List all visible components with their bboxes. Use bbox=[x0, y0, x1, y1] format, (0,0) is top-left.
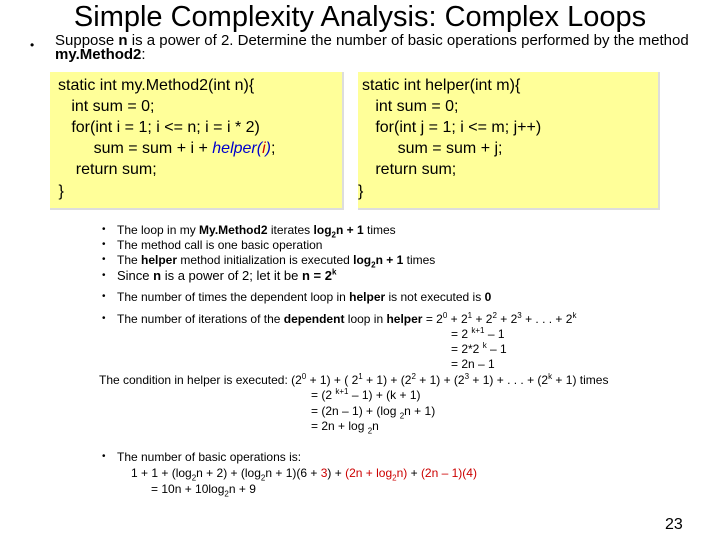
equation-line: = 2 $^{k+1}$ – 1 bbox=[451, 326, 505, 341]
code-line: static int my.Method2(int n){ bbox=[58, 77, 255, 94]
equation-line: = (2 $^{k+1}$ – 1) + (k + 1) bbox=[311, 387, 421, 402]
code-line: sum = sum + i + helper(i); bbox=[58, 140, 276, 157]
equation-line: = 2n + log $_2$n bbox=[311, 419, 379, 436]
page-number: 23 bbox=[665, 516, 683, 533]
equation-line: = (2n – 1) + (log $_2$n + 1) bbox=[311, 404, 436, 421]
code-line: } bbox=[54, 183, 64, 200]
analysis-line: Since n is a power of 2; let it be $n = 2^k$ bbox=[117, 267, 337, 283]
analysis-line: The loop in my My.Method2 iterates $\log_2n + 1$ times bbox=[117, 223, 396, 240]
condition-line: The condition in helper is executed: $(2^0 + 1)$ + ( $2^1 + 1) + (2^2 + 1) + (2^3 + 1)$ + . . . + $(2^k + 1)$ times bbox=[99, 372, 609, 387]
bullet-dot: • bbox=[102, 313, 106, 324]
bullet-dot: • bbox=[102, 270, 106, 281]
bullet-dot: • bbox=[102, 291, 106, 302]
bullet-dot: • bbox=[102, 451, 106, 462]
bullet-dot: • bbox=[102, 254, 106, 265]
code-line: sum = sum + j; bbox=[362, 140, 503, 157]
code-line: for(int j = 1; i <= m; j++) bbox=[362, 119, 542, 136]
bullet-dot: • bbox=[102, 239, 106, 250]
analysis-line: The method call is one basic operation bbox=[117, 238, 323, 252]
code-line: static int helper(int m){ bbox=[362, 77, 521, 94]
code-line: for(int i = 1; i <= n; i = i * 2) bbox=[58, 119, 260, 136]
code-line: int sum = 0; bbox=[58, 98, 155, 115]
slide-title: Simple Complexity Analysis: Complex Loops bbox=[73, 1, 647, 33]
code-line: return sum; bbox=[362, 161, 457, 178]
code-line: } bbox=[358, 183, 364, 200]
equation-line: = 2*2 $^k$ – 1 bbox=[451, 341, 507, 356]
analysis-line: The number of basic operations is: bbox=[117, 450, 302, 464]
method2-code-box bbox=[50, 72, 344, 210]
analysis-line: The number of iterations of the dependent loop in helper = $2^0 + 2^1 + 2^2 + 2^3$ + . . . + $2^k$ bbox=[117, 311, 577, 326]
analysis-line: The helper method initialization is executed $\log_2n + 1$ times bbox=[117, 253, 436, 270]
operations-result: = $10n + 10\log_2n + 9$ bbox=[151, 482, 256, 499]
operations-formula: $1 + 1 + (\log_2n + 2) + (\log_2n + 1)(6 + 3) + (2n + \log_2n) + (2n - 1)(4)$ bbox=[131, 466, 477, 483]
code-line: return sum; bbox=[58, 161, 157, 178]
equation-line: = 2n – 1 bbox=[451, 357, 495, 371]
analysis-line: The number of times the dependent loop in helper is not executed is 0 bbox=[117, 290, 492, 304]
intro-text: Suppose n is a power of 2. Determine the number of basic operations performed by the method my.Method2: bbox=[55, 32, 689, 63]
helper-code-box bbox=[358, 72, 660, 210]
code-line: int sum = 0; bbox=[362, 98, 459, 115]
intro-bullet: • bbox=[30, 38, 35, 52]
bullet-dot: • bbox=[102, 224, 106, 235]
